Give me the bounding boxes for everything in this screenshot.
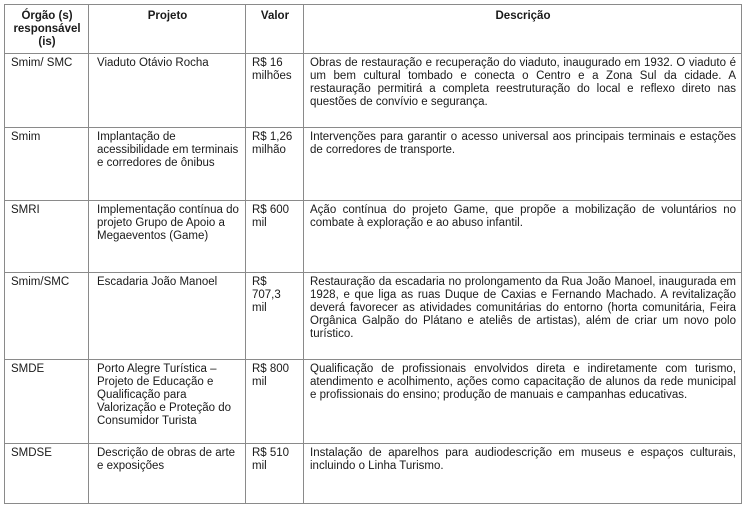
cell-valor: R$ 707,3 mil: [246, 273, 304, 360]
cell-orgao: Smim: [5, 128, 89, 201]
header-descricao: Descrição: [304, 5, 742, 54]
table-row: [5, 360, 742, 444]
cell-descricao: Restauração da escadaria no prolongamento da Rua João Manoel, inaugurada em 1928, e que liga as ruas Duque de Caxias e Fernando Machado. A revitalização deverá favorecer as atividades comunitárias do entorno (horta comunitária, Feira Orgânica Galpão do Plátano e ateliês de artistas), além de criar um novo polo turístico.: [304, 273, 742, 360]
cell-projeto: Viaduto Otávio Rocha: [89, 54, 246, 128]
cell-projeto: Descrição de obras de arte e exposições: [89, 444, 246, 504]
cell-descricao: Obras de restauração e recuperação do viaduto, inaugurado em 1932. O viaduto é um bem cultural tombado e conecta o Centro e a Zona Sul da cidade. A restauração permitirá a completa reestruturação do local e reflexo direto nas questões de convívio e segurança.: [304, 54, 742, 128]
cell-projeto: Escadaria João Manoel: [89, 273, 246, 360]
table-row: [5, 54, 742, 128]
table-row: [5, 201, 742, 273]
cell-projeto: Porto Alegre Turística – Projeto de Educação e Qualificação para Valorização e Proteção do Consumidor Turista: [89, 360, 246, 444]
cell-descricao: Qualificação de profissionais envolvidos direta e indiretamente com turismo, atendimento e acolhimento, ações como capacitação de alunos da rede municipal e profissionais do ensino; produção de manuais e campanhas educativas.: [304, 360, 742, 444]
projects-table: [4, 4, 742, 504]
cell-orgao: SMDSE: [5, 444, 89, 504]
header-orgao: Órgão (s) responsável (is): [5, 5, 89, 54]
header-valor: Valor: [246, 5, 304, 54]
cell-valor: R$ 510 mil: [246, 444, 304, 504]
cell-valor: R$ 600 mil: [246, 201, 304, 273]
document-page: [4, 4, 742, 504]
cell-descricao: Instalação de aparelhos para audiodescrição em museus e espaços culturais, incluindo o Linha Turismo.: [304, 444, 742, 504]
cell-descricao: Ação contínua do projeto Game, que propõe a mobilização de voluntários no combate à exploração e ao abuso infantil.: [304, 201, 742, 273]
table-header-row: [5, 5, 742, 54]
table-row: [5, 273, 742, 360]
cell-valor: R$ 800 mil: [246, 360, 304, 444]
cell-orgao: SMRI: [5, 201, 89, 273]
cell-valor: R$ 16 milhões: [246, 54, 304, 128]
cell-orgao: Smim/ SMC: [5, 54, 89, 128]
cell-valor: R$ 1,26 milhão: [246, 128, 304, 201]
table-row: [5, 444, 742, 504]
cell-orgao: SMDE: [5, 360, 89, 444]
cell-projeto: Implementação contínua do projeto Grupo de Apoio a Megaeventos (Game): [89, 201, 246, 273]
header-projeto: Projeto: [89, 5, 246, 54]
cell-descricao: Intervenções para garantir o acesso universal aos principais terminais e estações de corredores de transporte.: [304, 128, 742, 201]
cell-orgao: Smim/SMC: [5, 273, 89, 360]
table-row: [5, 128, 742, 201]
cell-projeto: Implantação de acessibilidade em terminais e corredores de ônibus: [89, 128, 246, 201]
